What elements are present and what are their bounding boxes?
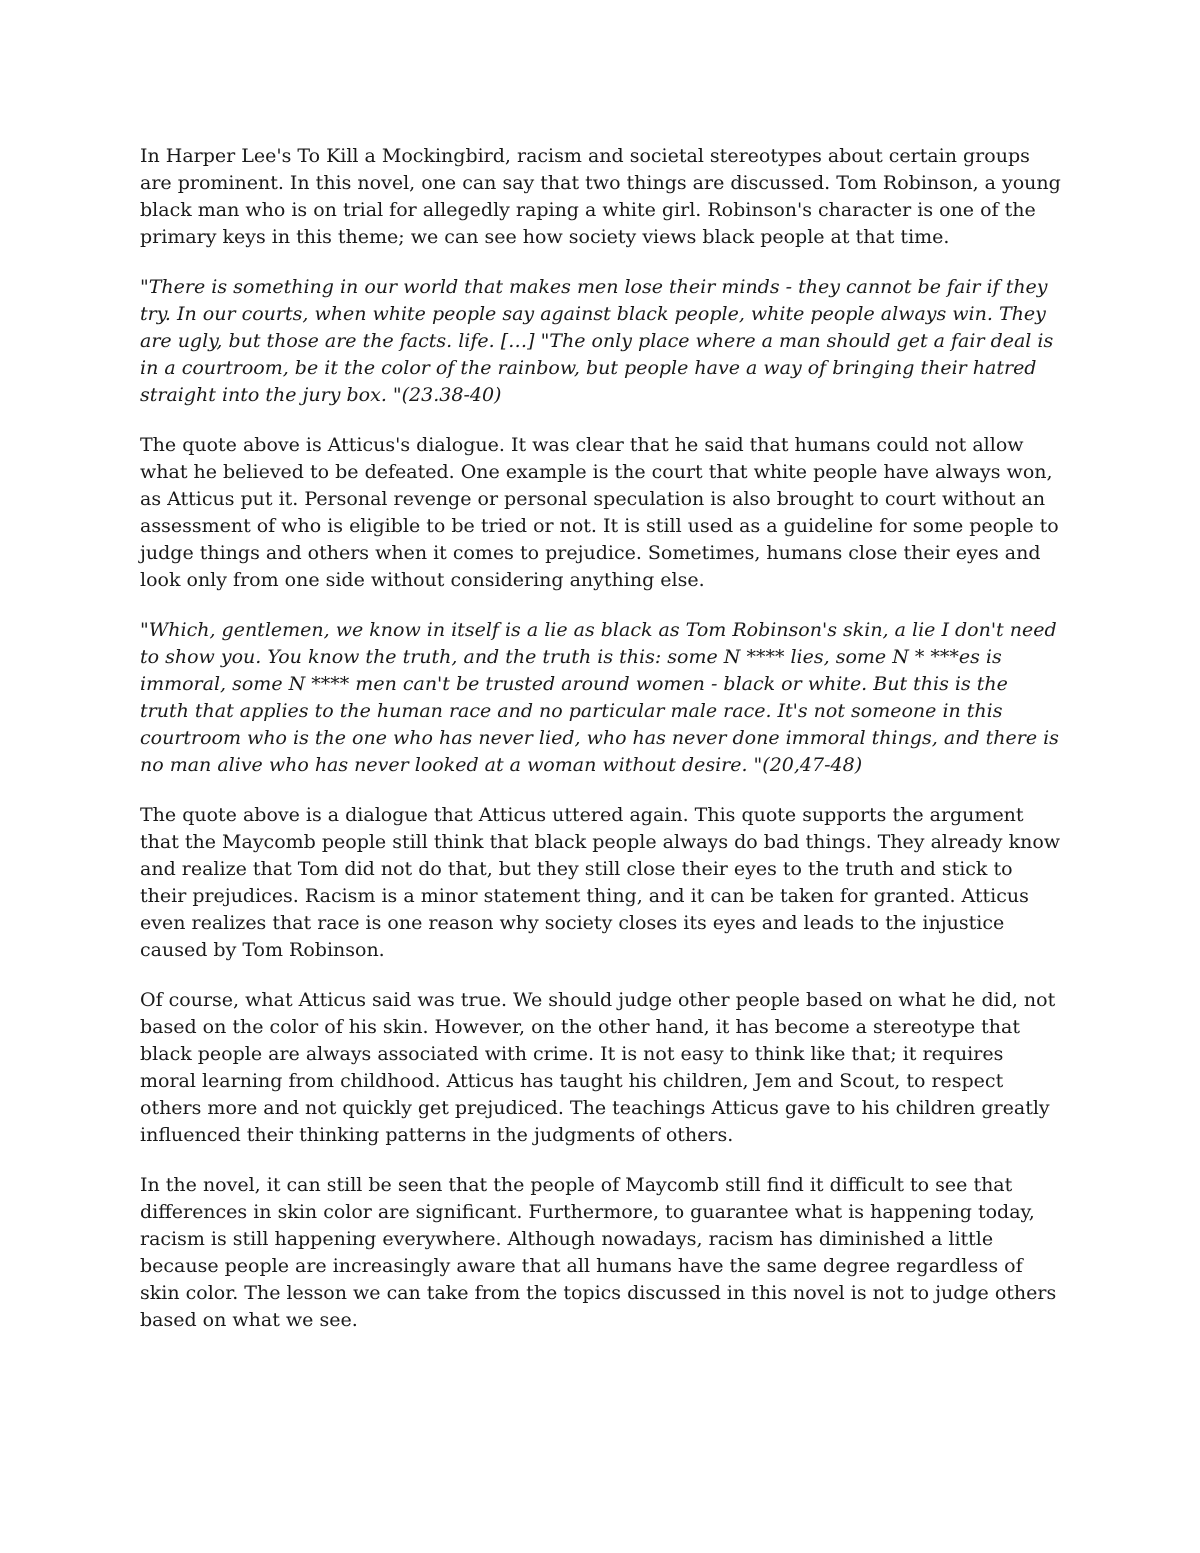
quote-block-2: "Which, gentlemen, we know in itself is a lie as black as Tom Robinson's skin, a lie I don't need to show you. You know the truth, and the truth is this: some N **** lies, some N * ***es is immoral, some N **** men can't be trusted around women - black or white. But this is the truth that applies to the human race and no particular male race. It's not someone in this courtroom who is the one who has never lied, who has never done immoral things, and there is no man alive who has never looked at a woman without desire. "(20,47-48)	[140, 619, 1059, 776]
paragraph-conclusion: In the novel, it can still be seen that the people of Maycomb still find it difficult to see that differences in skin color are significant. Furthermore, to guarantee what is happening today, racism is still happening everywhere. Although nowadays, racism has diminished a little because people are increasingly aware that all humans have the same degree regardless of skin color. The lesson we can take from the topics discussed in this novel is not to judge others based on what we see.	[140, 1174, 1057, 1331]
paragraph-analysis-1: The quote above is Atticus's dialogue. It was clear that he said that humans could not allow what he believed to be defeated. One example is the court that white people have always won, as Atticus put it. Personal revenge or personal speculation is also brought to court without an assessment of who is eligible to be tried or not. It is still used as a guideline for some people to judge things and others when it comes to prejudice. Sometimes, humans close their eyes and look only from one side without considering anything else.	[140, 434, 1059, 591]
paragraph-intro: In Harper Lee's To Kill a Mockingbird, racism and societal stereotypes about certain groups are prominent. In this novel, one can say that two things are discussed. Tom Robinson, a young black man who is on trial for allegedly raping a white girl. Robinson's character is one of the primary keys in this theme; we can see how society views black people at that time.	[140, 145, 1061, 248]
paragraph-analysis-2: The quote above is a dialogue that Atticus uttered again. This quote supports the argument that the Maycomb people still think that black people always do bad things. They already know and realize that Tom did not do that, but they still close their eyes to the truth and stick to their prejudices. Racism is a minor statement thing, and it can be taken for granted. Atticus even realizes that race is one reason why society closes its eyes and leads to the injustice caused by Tom Robinson.	[140, 804, 1061, 961]
paragraph-analysis-3: Of course, what Atticus said was true. We should judge other people based on what he did, not based on the color of his skin. However, on the other hand, it has become a stereotype that black people are always associated with crime. It is not easy to think like that; it requires moral learning from childhood. Atticus has taught his children, Jem and Scout, to respect others more and not quickly get prejudiced. The teachings Atticus gave to his children greatly influenced their thinking patterns in the judgments of others.	[140, 989, 1056, 1146]
quote-block-1: "There is something in our world that makes men lose their minds - they cannot be fair if they try. In our courts, when white people say against black people, white people always win. They are ugly, but those are the facts. life. […] "The only place where a man should get a fair deal is in a courtroom, be it the color of the rainbow, but people have a way of bringing their hatred straight into the jury box. "(23.38-40)	[140, 276, 1054, 406]
document-body	[140, 143, 1062, 1357]
